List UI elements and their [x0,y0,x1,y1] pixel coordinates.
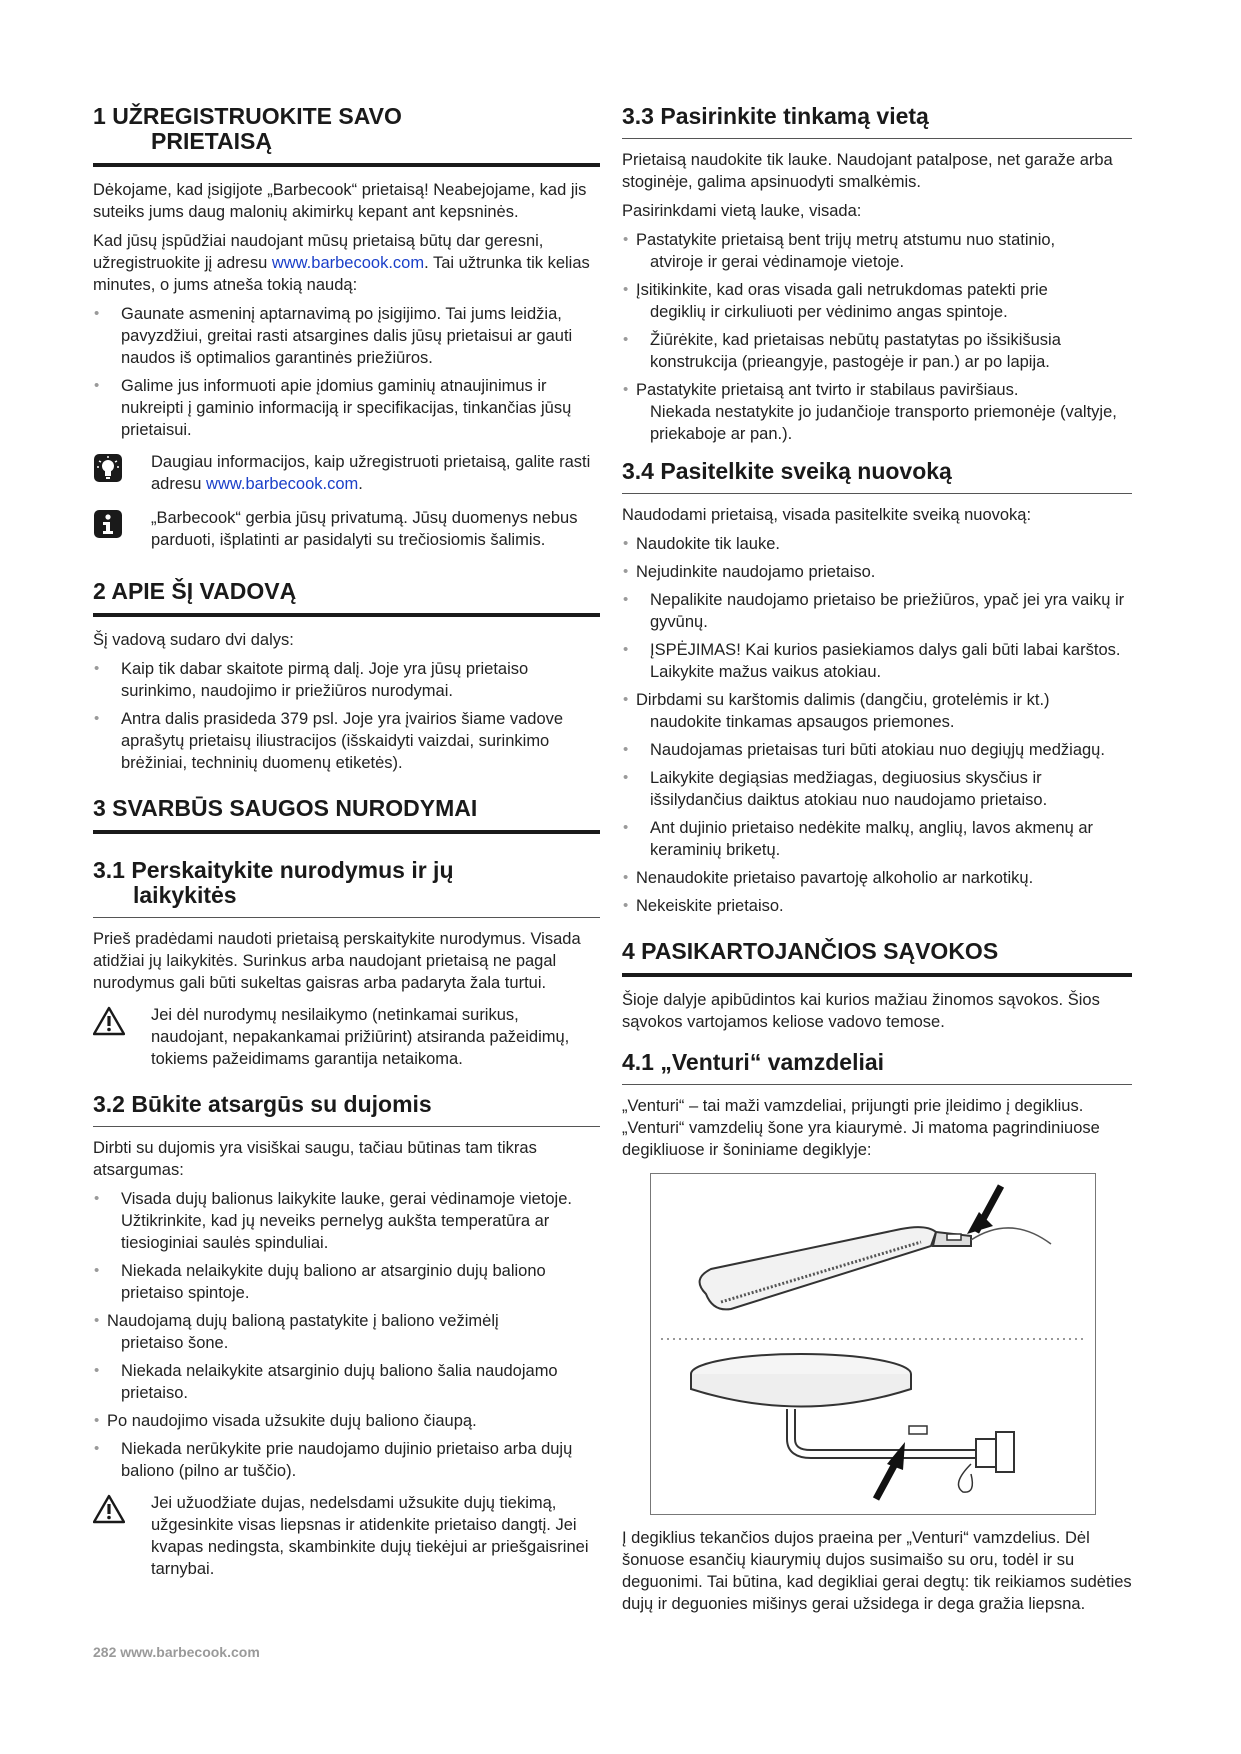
list-item: • Laikykite degiąsias medžiagas, degiuosius skysčius ir išsilydančius daiktus atokiau nuo naudojamo prietaiso. [622,767,1132,811]
section-3-2-paragraph: Dirbti su dujomis yra visiškai saugu, tačiau būtinas tam tikras atsargumas: [93,1139,537,1179]
section-4-heading: 4 PASIKARTOJANČIOS SĄVOKOS [622,935,1132,977]
section-3-heading: 3 SVARBŪS SAUGOS NURODYMAI [93,792,600,834]
section-4-1-heading: 4.1 „Venturi“ vamzdeliai [622,1046,1132,1085]
barbecook-link[interactable]: www.barbecook.com [271,254,425,272]
section-3-1-number: 3.1 [93,857,125,883]
section-3-3-bullets [622,229,1132,445]
list-item-text: Naudojamą dujų balioną pastatykite į baliono vežimėlį [107,1312,499,1330]
section-3-1-title-line2: laikykitės [133,882,237,908]
section-2-heading: 2 APIE ŠĮ VADOVĄ [93,575,600,617]
main-burner-drawing [700,1186,1051,1309]
list-item: • Naudokite tik lauke. [622,533,1132,555]
section-4-1-paragraph-2: Į degiklius tekančios dujos praeina per „Venturi“ vamzdelius. Dėl šonuose esančių kiaurymių dujos susimaišo su oru, todėl ir su deguonimi. Tai būtina, kad degikliai gerai degtų: tik reikiamos sudėties dujų ir deguonies mišinys gerai užsidega ir dega gražia liepsna. [622,1529,1132,1613]
list-item [622,379,1132,445]
section-3-1-heading [93,854,600,918]
list-item: • Antra dalis prasideda 379 psl. Joje yra įvairios šiame vadove aprašytų prietaisų iliustracijos (išskaidyti vaizdai, surinkimo brėžiniai, techninių duomenų etiketės). [93,708,600,774]
page-number: 282 [93,1644,117,1660]
section-1-bullets [93,303,600,441]
section-3-2-heading: 3.2 Būkite atsargūs su dujomis [93,1088,600,1127]
tip-note [93,451,600,495]
section-3-2-bullets [93,1188,600,1482]
left-column [93,100,600,1592]
warning-icon [93,1006,123,1070]
list-item-text: Pastatykite prietaisą bent trijų metrų atstumu nuo statinio, [636,231,1056,249]
list-item-continuation: atviroje ir gerai vėdinamoje vietoje. [650,253,905,271]
venturi-illustration [651,1174,1095,1514]
warning-note-2 [93,1492,600,1580]
list-item: • Naudojamas prietaisas turi būti atokiau nuo degiųjų medžiagų. [622,739,1132,761]
section-2-bullets [93,658,600,774]
list-item: • Nenaudokite prietaiso pavartoję alkoholio ar narkotikų. [622,867,1132,889]
list-item-text: Pastatykite prietaisą ant tvirto ir stabilaus paviršiaus. [636,381,1019,399]
list-item: • Niekada nelaikykite atsarginio dujų baliono šalia naudojamo prietaiso. [93,1360,600,1404]
section-1-title-line1: UŽREGISTRUOKITE SAVO [112,103,402,129]
section-1-title-line2: PRIETAISĄ [151,128,272,154]
list-item-text: Įsitikinkite, kad oras visada gali netrukdomas patekti prie [636,281,1048,299]
section-3-3-paragraph-1: Prietaisą naudokite tik lauke. Naudojant patalpose, net garaže arba stoginėje, galima apsinuodyti smalkėmis. [622,151,1113,191]
info-note [93,507,600,551]
tip-text [151,451,600,495]
list-item: • Nekeiskite prietaiso. [622,895,1132,917]
list-item: • Galime jus informuoti apie įdomius gaminių atnaujinimus ir nukreipti į gaminio informaciją ir specifikacijas, tinkančias jūsų prietaisui. [93,375,600,441]
list-item [622,229,1132,273]
list-item: • Visada dujų balionus laikykite lauke, gerai vėdinamoje vietoje. Užtikrinkite, kad jų neveiks pernelyg aukšta temperatūra ar tiesioginiai saulės spinduliai. [93,1188,600,1254]
footer-site-link[interactable]: www.barbecook.com [120,1644,260,1660]
venturi-figure [650,1173,1096,1515]
list-item: • Ant dujinio prietaiso nedėkite malkų, anglių, lavos akmenų ar keraminių briketų. [622,817,1132,861]
section-3-3-paragraph-2: Pasirinkdami vietą lauke, visada: [622,202,862,220]
list-item: • Nejudinkite naudojamo prietaiso. [622,561,1132,583]
section-3-4-heading: 3.4 Pasitelkite sveiką nuovoką [622,455,1132,494]
list-item: • Po naudojimo visada užsukite dujų baliono čiaupą. [93,1410,600,1432]
list-item-continuation: Niekada nestatykite jo judančioje transporto priemonėje (valtyje, priekaboje ar pan.). [650,403,1117,443]
info-text: „Barbecook“ gerbia jūsų privatumą. Jūsų duomenys nebus parduoti, išplatinti ar pasidalyti su trečiosiomis šalimis. [151,509,578,549]
info-icon [93,509,123,551]
list-item: • Kaip tik dabar skaitote pirmą dalį. Joje yra jūsų prietaiso surinkimo, naudojimo ir priežiūros nurodymai. [93,658,600,702]
section-1-heading [93,100,600,167]
lightbulb-icon [93,453,123,495]
warning-text-2: Jei užuodžiate dujas, nedelsdami užsukite dujų tiekimą, užgesinkite visas liepsnas ir atidenkite prietaiso dangtį. Jei kvapas nedingsta, skambinkite dujų tiekėjui ar priešgaisrinei tarnybai. [151,1494,589,1578]
list-item-continuation: prietaiso šone. [121,1334,229,1352]
warning-text-1: Jei dėl nurodymų nesilaikymo (netinkamai surikus, naudojant, nepakankamai prižiūrint) atsiranda pažeidimų, tokiems pažeidimams garantija netaikoma. [151,1006,570,1068]
section-2-paragraph: Šį vadovą sudaro dvi dalys: [93,631,294,649]
barbecook-link-tip[interactable]: www.barbecook.com [206,475,359,493]
section-1-number: 1 [93,103,106,129]
right-column [622,100,1132,1622]
list-item: • Niekada nerūkykite prie naudojamo dujinio prietaiso arba dujų baliono (pilno ar tuščio). [93,1438,600,1482]
tip-text-end: . [358,475,363,493]
page-footer [93,1644,260,1660]
list-item: • Niekada nelaikykite dujų baliono ar atsarginio dujų baliono prietaiso spintoje. [93,1260,600,1304]
list-item [93,1310,600,1354]
section-3-1-paragraph: Prieš pradėdami naudoti prietaisą perskaitykite nurodymus. Visada atidžiai jų laikykitės. Surinkus arba naudojant prietaisą ne pagal nurodymus gali būti sukeltas gaisras arba padaryta žala turtui. [93,930,581,992]
list-item-continuation: degiklių ir cirkuliuoti per vėdinimo angas spintoje. [650,303,1008,321]
section-3-4-bullets [622,533,1132,917]
section-1-p2-text: Kad jūsų įspūdžiai naudojant mūsų prietaisą būtų dar geresni, užregistruokite jį adresu [93,232,544,272]
list-item-continuation: naudokite tinkamas apsaugos priemones. [650,713,955,731]
section-3-4-paragraph: Naudodami prietaisą, visada pasitelkite sveiką nuovoką: [622,506,1032,524]
section-4-1-paragraph-1: „Venturi“ – tai maži vamzdeliai, prijungti prie įleidimo į degiklius. „Venturi“ vamzdelių šone yra kiaurymė. Ji matoma pagrindiniuose degikliuose ir šoniniame degiklyje: [622,1097,1100,1159]
section-3-1-title-line1: Perskaitykite nurodymus ir jų [131,857,454,883]
section-4-paragraph: Šioje dalyje apibūdintos kai kurios mažiau žinomos sąvokos. Šios sąvokos vartojamos keliose vadovo temose. [622,991,1100,1031]
list-item: • Gaunate asmeninį aptarnavimą po įsigijimo. Tai jums leidžia, pavyzdžiui, greitai rasti atsargines dalis jūsų prietaisui ar gauti naudos iš optimalios garantinės priežiūros. [93,303,600,369]
list-item: • ĮSPĖJIMAS! Kai kurios pasiekiamos dalys gali būti labai karštos. Laikykite mažus vaikus atokiau. [622,639,1132,683]
list-item-text: Dirbdami su karštomis dalimis (dangčiu, grotelėmis ir kt.) [636,691,1050,709]
list-item [622,279,1132,323]
side-burner-drawing [691,1354,1014,1499]
section-3-3-heading: 3.3 Pasirinkite tinkamą vietą [622,100,1132,139]
section-1-paragraph-2 [93,230,600,296]
warning-icon [93,1494,123,1580]
list-item: • Žiūrėkite, kad prietaisas nebūtų pastatytas po išsikišusia konstrukcija (prieangyje, pastogėje ir pan.) ar po lapija. [622,329,1132,373]
list-item: • Nepalikite naudojamo prietaiso be priežiūros, ypač jei yra vaikų ir gyvūnų. [622,589,1132,633]
warning-note-1 [93,1004,600,1070]
tip-text-start: Daugiau informacijos, kaip užregistruoti prietaisą, galite rasti adresu [151,453,591,493]
section-1-paragraph-1: Dėkojame, kad įsigijote „Barbecook“ prietaisą! Neabejojame, kad jis suteiks jums daug malonių akimirkų kepant ant kepsninės. [93,181,587,221]
list-item [622,689,1132,733]
section-1-p2-text-end: . Tai užtrunka tik kelias minutes, o jums atneša tokią naudą: [93,254,590,294]
